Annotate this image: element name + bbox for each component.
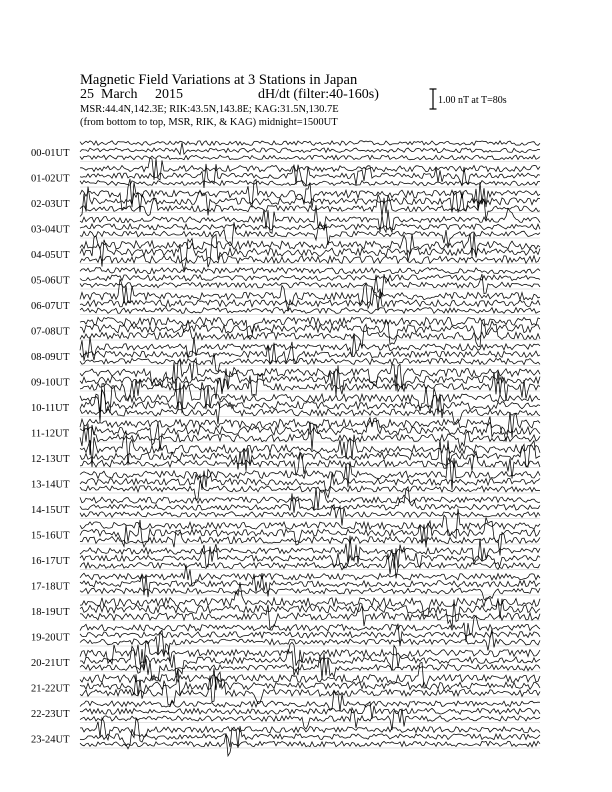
hour-label: 05-06UT [31, 275, 70, 287]
scale-bar-icon [428, 88, 438, 110]
hour-label: 12-13UT [31, 454, 70, 465]
trace-kag-19-20ut [80, 616, 540, 642]
trace-kag-17-18ut [80, 565, 540, 587]
trace-msr-06-07ut [80, 308, 540, 314]
trace-rik-15-16ut [80, 517, 540, 547]
trace-msr-04-05ut [80, 256, 540, 264]
hour-label: 23-24UT [31, 734, 70, 746]
hour-label: 20-21UT [31, 658, 70, 669]
trace-kag-20-21ut [80, 641, 540, 666]
date-day: 25 [80, 87, 94, 102]
hour-label: 10-11UT [31, 403, 70, 414]
trace-rik-05-06ut [80, 275, 540, 281]
hour-label: 22-23UT [31, 709, 70, 720]
trace-rik-02-03ut [80, 187, 540, 217]
hour-label: 07-08UT [31, 326, 70, 338]
trace-rik-16-17ut [80, 544, 540, 570]
chart-date [80, 88, 183, 102]
hour-label: 04-05UT [31, 250, 70, 261]
station-coordinates: MSR:44.4N,142.3E; RIK:43.5N,143.8E; KAG:31.5N,130.7E [80, 104, 339, 115]
hour-label: 13-14UT [31, 479, 70, 491]
hour-label: 02-03UT [31, 199, 70, 210]
trace-msr-11-12ut [80, 422, 540, 456]
hour-label: 14-15UT [31, 505, 70, 516]
trace-kag-00-01ut [80, 141, 540, 146]
trace-kag-23-24ut [80, 718, 540, 742]
date-month: March [101, 87, 138, 102]
trace-rik-03-04ut [80, 224, 540, 230]
scale-bar-label: 1.00 nT at T=80s [438, 95, 507, 106]
hour-labels [31, 148, 70, 746]
hour-label: 08-09UT [31, 352, 70, 363]
hour-label: 00-01UT [31, 148, 70, 159]
hour-label: 03-04UT [31, 224, 70, 236]
trace-kag-05-06ut [80, 268, 540, 274]
hour-label: 06-07UT [31, 301, 70, 312]
trace-kag-03-04ut [80, 205, 540, 233]
trace-rik-10-11ut [80, 388, 540, 422]
trace-rik-04-05ut [80, 234, 540, 270]
hour-label: 16-17UT [31, 556, 70, 567]
hour-label: 01-02UT [31, 173, 70, 185]
trace-kag-06-07ut [80, 279, 540, 311]
date-year: 2015 [155, 87, 184, 102]
filter-label: dH/dt (filter:40-160s) [258, 87, 379, 102]
hour-label: 21-22UT [31, 683, 70, 695]
trace-kag-04-05ut [80, 233, 540, 262]
trace-msr-10-11ut [80, 398, 540, 424]
trace-rik-14-15ut [80, 493, 540, 512]
trace-msr-00-01ut [80, 155, 540, 160]
hour-label: 15-16UT [31, 530, 70, 542]
station-order-note: (from bottom to top, MSR, RIK, & KAG) midnight=1500UT [80, 117, 338, 128]
hour-label: 17-18UT [31, 581, 70, 593]
traces [80, 141, 540, 756]
hour-label: 19-20UT [31, 632, 70, 644]
hour-label: 11-12UT [31, 428, 70, 440]
trace-msr-02-03ut [80, 195, 540, 221]
hour-label: 18-19UT [31, 607, 70, 618]
chart-title: Magnetic Field Variations at 3 Stations in Japan [80, 72, 358, 88]
hour-label: 09-10UT [31, 377, 70, 389]
